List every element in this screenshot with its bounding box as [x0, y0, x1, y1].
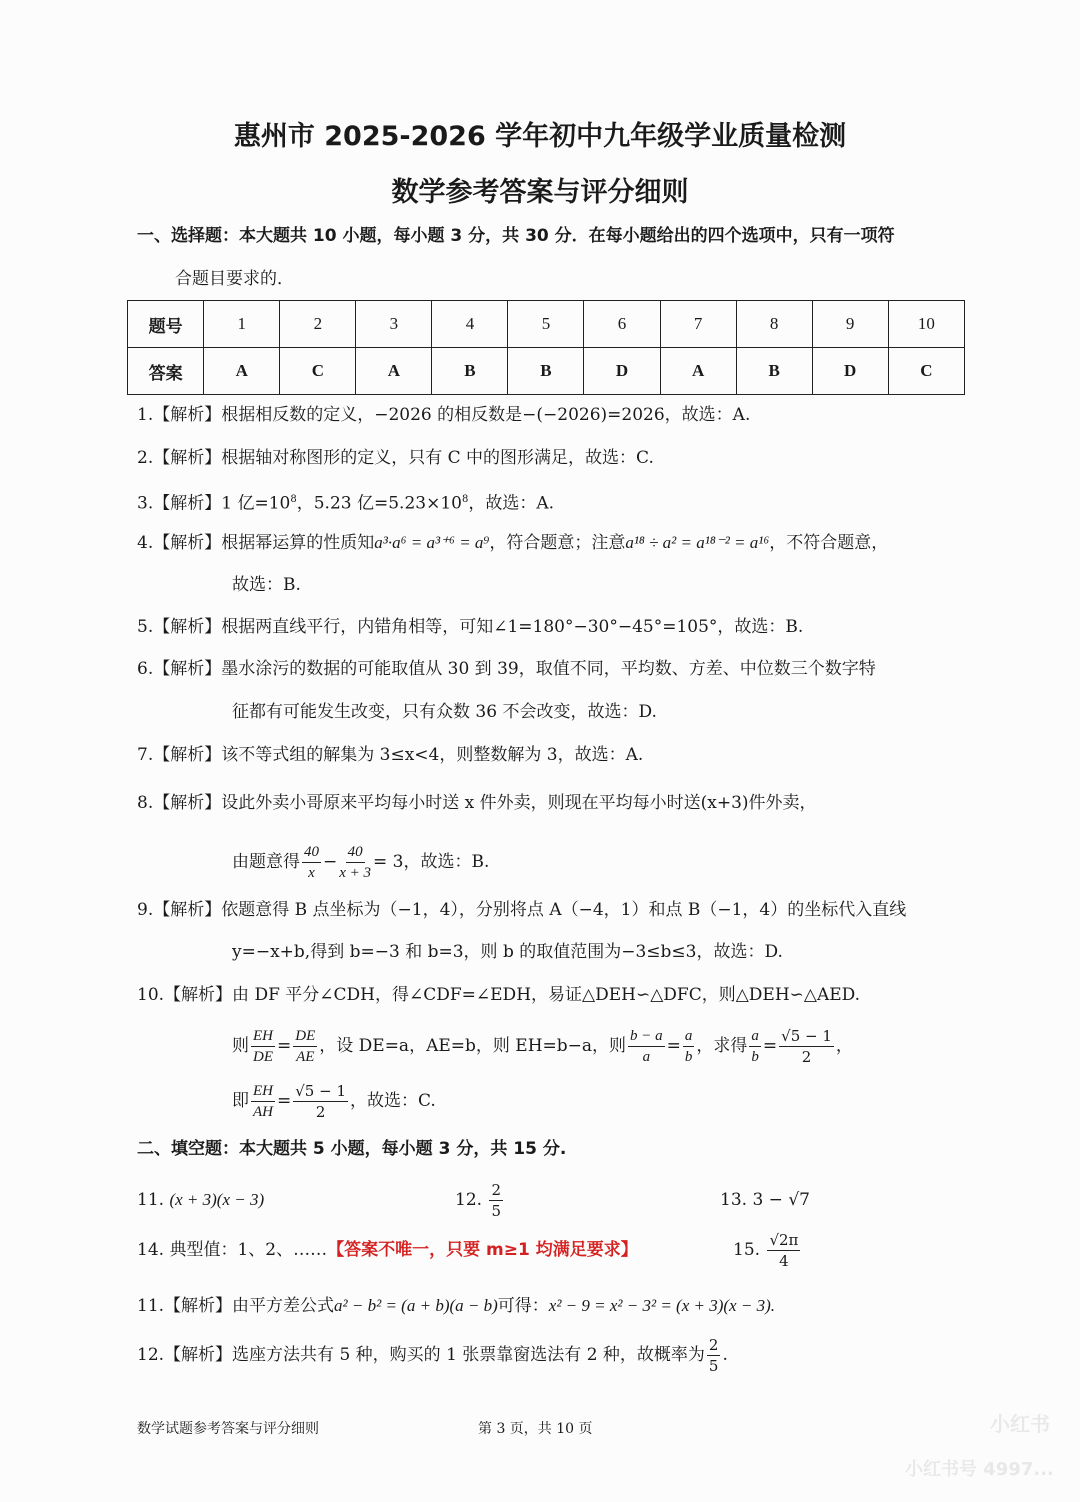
item-number: 5.: [137, 617, 154, 637]
answer-13: [720, 1188, 810, 1212]
analysis-text: 该不等式组的解集为 3≤x<4，则整数解为 3，故选：A.: [221, 745, 644, 765]
denominator: b: [684, 1049, 693, 1065]
analysis-6: [137, 657, 876, 681]
item-number: 7.: [137, 745, 154, 765]
denominator: x: [308, 865, 315, 881]
answer-value: (x + 3)(x − 3): [169, 1190, 265, 1209]
table-cell: 3: [356, 301, 432, 348]
math-expression: a³·a⁶ = a³⁺⁶ = a⁹: [374, 533, 490, 552]
document-title: 惠州市 2025-2026 学年初中九年级学业质量检测: [233, 121, 847, 152]
numerator: √2π: [769, 1231, 799, 1249]
analysis-text: 依题意得 B 点坐标为（−1，4），分别将点 A（−4，1）和点 B（−1，4）的坐标代入直线: [221, 900, 907, 920]
analysis-text: 1 亿=10: [221, 493, 291, 514]
fraction: [251, 1026, 275, 1067]
table-cell: 5: [508, 301, 584, 348]
fraction: [749, 1026, 761, 1067]
answer-table: [127, 300, 965, 395]
fraction: [302, 842, 321, 883]
analysis-1: [137, 403, 750, 427]
table-row-numbers: [128, 301, 965, 348]
punctuation: ，: [835, 1036, 853, 1056]
numerator: EH: [251, 1026, 275, 1047]
denominator: a: [642, 1049, 651, 1065]
answer-note: 【答案不唯一，只要 m≥1 均满足要求】: [327, 1240, 638, 1260]
denominator: 2: [801, 1048, 812, 1066]
analysis-tag: 【解析】: [153, 659, 222, 679]
analysis-text: = 3，故选：B.: [373, 852, 490, 872]
numerator: a: [683, 1026, 695, 1047]
table-cell: B: [736, 348, 812, 395]
analysis-tag: 【解析】: [164, 985, 233, 1005]
denominator: DE: [253, 1049, 273, 1065]
table-cell: D: [584, 348, 660, 395]
table-cell: 2: [280, 301, 356, 348]
numerator: √5 − 1: [295, 1082, 346, 1100]
analysis-text: ，故选：C.: [350, 1091, 436, 1111]
item-number: 15.: [733, 1240, 761, 1260]
analysis-5: [137, 615, 803, 639]
table-cell: 6: [584, 301, 660, 348]
analysis-tag: 【解析】: [153, 900, 222, 920]
analysis-10-line2: [232, 1024, 853, 1068]
denominator: 5: [708, 1357, 719, 1375]
section1-heading-cont: 合题目要求的．: [175, 269, 294, 289]
numerator: a: [749, 1026, 761, 1047]
math-expression: a¹⁸ ÷ a² = a¹⁸⁻² = a¹⁶: [625, 533, 770, 552]
numerator: EH: [251, 1081, 275, 1102]
item-number: 11.: [137, 1296, 165, 1316]
analysis-text: .: [722, 1345, 728, 1365]
analysis-text: 根据轴对称图形的定义，只有 C 中的图形满足，故选：C.: [221, 448, 654, 468]
denominator: 5: [491, 1202, 501, 1220]
table-cell: A: [660, 348, 736, 395]
item-number: 3.: [137, 493, 154, 514]
analysis-text: ，符合题意；注意: [489, 533, 626, 553]
fraction: [707, 1335, 721, 1376]
fraction: [628, 1026, 665, 1067]
analysis-3: [137, 488, 554, 516]
table-cell: C: [888, 348, 964, 395]
analysis-tag: 【解析】: [153, 405, 222, 425]
analysis-tag: 【解析】: [153, 533, 222, 553]
analysis-tag: 【解析】: [153, 493, 222, 514]
analysis-tag: 【解析】: [153, 617, 222, 637]
item-number: 12.: [137, 1345, 165, 1365]
table-cell: C: [280, 348, 356, 395]
operator: =: [277, 1091, 292, 1111]
fraction: [293, 1081, 348, 1122]
analysis-text: 由 DF 平分∠CDH，得∠CDF=∠EDH，易证△DEH∽△DFC，则△DEH∽△AED.: [232, 985, 861, 1005]
analysis-10-line3: [232, 1079, 436, 1123]
exponent: 8: [461, 494, 469, 505]
analysis-2: [137, 446, 654, 470]
analysis-tag: 【解析】: [164, 1296, 233, 1316]
fraction: [683, 1026, 695, 1067]
denominator: b: [751, 1049, 759, 1065]
answer-label: 答案: [128, 348, 204, 395]
denominator: 4: [779, 1252, 789, 1270]
analysis-text: ，不符合题意，: [769, 533, 889, 553]
footer-left: 数学试题参考答案与评分细则: [137, 1421, 319, 1437]
watermark-id: 小红书号 4997...: [905, 1459, 1054, 1480]
numerator: √5 − 1: [781, 1027, 832, 1045]
numerator: 2: [708, 1336, 719, 1354]
operator: =: [277, 1036, 292, 1056]
analysis-9-cont: y=−x+b,得到 b=−3 和 b=3，则 b 的取值范围为−3≤b≤3，故选：D.: [232, 942, 783, 962]
answer-11: [137, 1188, 264, 1212]
table-row-answers: [128, 348, 965, 395]
analysis-12: [137, 1333, 728, 1377]
analysis-text: ，求得: [696, 1036, 748, 1056]
numerator: b − a: [628, 1026, 665, 1047]
analysis-tag: 【解析】: [153, 793, 222, 813]
watermark-logo: 小红书: [990, 1412, 1050, 1436]
table-cell: A: [204, 348, 280, 395]
analysis-8-equation: [232, 840, 489, 884]
operator: =: [762, 1036, 778, 1056]
table-cell: B: [432, 348, 508, 395]
analysis-text: 设此外卖小哥原来平均每小时送 x 件外卖，则现在平均每小时送(x+3)件外卖，: [221, 793, 817, 813]
fraction: [339, 842, 371, 883]
denominator: AH: [253, 1104, 273, 1120]
denominator: 2: [315, 1103, 326, 1121]
answer-value: 3 − √7: [752, 1190, 810, 1210]
document-subtitle: 数学参考答案与评分细则: [391, 177, 689, 208]
table-cell: A: [356, 348, 432, 395]
table-cell: 10: [888, 301, 964, 348]
analysis-text: 根据幂运算的性质知: [221, 533, 375, 553]
item-number: 13.: [720, 1190, 748, 1210]
analysis-10: [137, 983, 860, 1007]
answer-15: [733, 1228, 802, 1272]
numerator: 2: [491, 1181, 501, 1199]
analysis-7: [137, 743, 643, 767]
operator: −: [323, 852, 338, 872]
analysis-tag: 【解析】: [153, 745, 222, 765]
table-cell: 9: [812, 301, 888, 348]
item-number: 12.: [455, 1190, 483, 1210]
table-cell: B: [508, 348, 584, 395]
fraction: [779, 1026, 834, 1067]
section2-heading: 二、填空题：本大题共 5 小题，每小题 3 分，共 15 分.: [137, 1139, 567, 1159]
item-number: 4.: [137, 533, 154, 553]
denominator: AE: [296, 1049, 315, 1065]
item-number: 11.: [137, 1190, 165, 1210]
operator: =: [666, 1036, 681, 1056]
fraction: [293, 1026, 317, 1067]
analysis-4-cont: 故选：B.: [232, 575, 301, 595]
numerator: 40: [346, 842, 365, 863]
analysis-11: [137, 1294, 775, 1318]
page-number: 第 3 页，共 10 页: [478, 1421, 593, 1437]
analysis-text: ，5.23 亿=5.23×10: [296, 493, 462, 514]
analysis-text: 墨水涂污的数据的可能取值从 30 到 39，取值不同，平均数、方差、中位数三个数字特: [221, 659, 876, 679]
analysis-text: 选座方法共有 5 种，购买的 1 张票靠窗选法有 2 种，故概率为: [232, 1345, 705, 1365]
analysis-text: 则: [232, 1036, 249, 1056]
table-cell: 8: [736, 301, 812, 348]
section1-heading: 一、选择题：本大题共 10 小题，每小题 3 分，共 30 分．在每小题给出的四个选项中，只有一项符: [137, 226, 895, 246]
analysis-4: [137, 531, 888, 555]
item-number: 10.: [137, 985, 165, 1005]
answer-12: [455, 1178, 505, 1222]
analysis-text: ，设 DE=a，AE=b，则 EH=b−a，则: [319, 1036, 627, 1056]
item-number: 8.: [137, 793, 154, 813]
numerator: DE: [293, 1026, 317, 1047]
denominator: x + 3: [339, 865, 372, 881]
item-number: 2.: [137, 448, 154, 468]
analysis-text: 可得：: [497, 1296, 549, 1316]
analysis-text: ，故选：A.: [468, 493, 555, 514]
header-label: 题号: [128, 301, 204, 348]
math-expression: x² − 9 = x² − 3² = (x + 3)(x − 3).: [548, 1296, 775, 1315]
analysis-text: 根据相反数的定义，−2026 的相反数是−(−2026)=2026，故选：A.: [221, 405, 751, 425]
analysis-tag: 【解析】: [164, 1345, 233, 1365]
fraction: [767, 1230, 800, 1271]
analysis-8: [137, 791, 817, 815]
fraction: [251, 1081, 275, 1122]
table-cell: D: [812, 348, 888, 395]
analysis-6-cont: 征都有可能发生改变，只有众数 36 不会改变，故选：D.: [232, 702, 657, 722]
math-expression: a² − b² = (a + b)(a − b): [334, 1296, 498, 1315]
table-cell: 4: [432, 301, 508, 348]
analysis-text: 由题意得: [232, 852, 300, 872]
analysis-9: [137, 898, 906, 922]
exponent: 8: [290, 494, 297, 505]
table-cell: 7: [660, 301, 736, 348]
table-cell: 1: [204, 301, 280, 348]
answer-value: 典型值：1、2、……: [169, 1240, 328, 1260]
item-number: 1.: [137, 405, 154, 425]
fraction: [489, 1180, 503, 1221]
analysis-tag: 【解析】: [153, 448, 222, 468]
numerator: 40: [302, 842, 321, 863]
analysis-text: 即: [232, 1091, 249, 1111]
answer-14: [137, 1238, 638, 1262]
item-number: 6.: [137, 659, 154, 679]
analysis-text: 由平方差公式: [232, 1296, 335, 1316]
analysis-text: 根据两直线平行，内错角相等，可知∠1=180°−30°−45°=105°，故选：B.: [221, 617, 804, 637]
item-number: 9.: [137, 900, 154, 920]
item-number: 14.: [137, 1240, 165, 1260]
